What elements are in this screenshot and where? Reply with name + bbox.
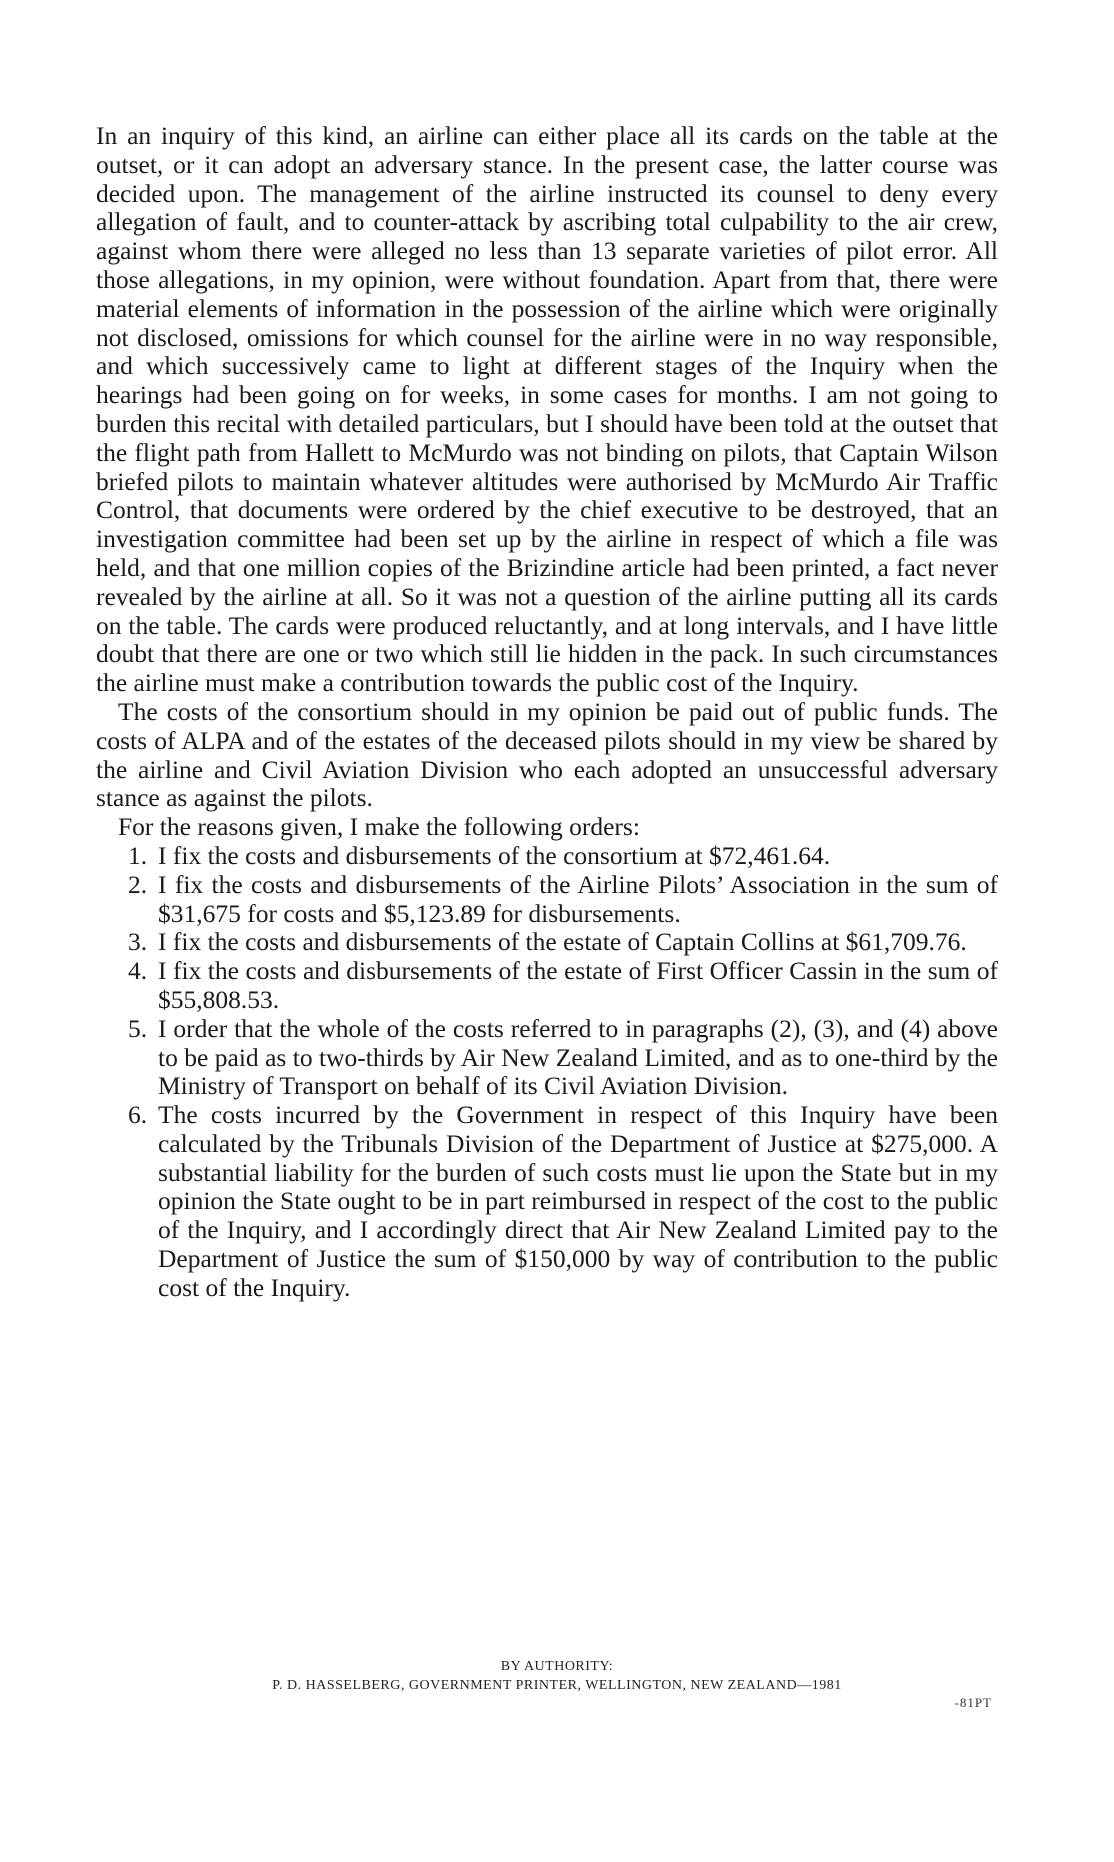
order-number: 1. [128,840,148,870]
order-item [96,842,998,871]
order-number: 3. [128,927,148,957]
order-number: 6. [128,1100,148,1130]
order-text: I fix the costs and disbursements of the consortium at $72,461.64. [158,840,831,870]
order-text: I fix the costs and disbursements of the Airline Pilots’ Association in the sum of $31,675 for costs and $5,123.89 for disbursements. [158,869,998,928]
order-number: 5. [128,1013,148,1043]
order-item [96,871,998,929]
order-text: I order that the whole of the costs referred to in paragraphs (2), (3), and (4) above to be paid as to two-thirds by Air New Zealand Limited, and as to one-third by the Ministry of Transport on behalf of its Civil Aviation Division. [158,1013,998,1101]
order-text: I fix the costs and disbursements of the estate of Captain Collins at $61,709.76. [158,927,967,957]
order-text: I fix the costs and disbursements of the estate of First Officer Cassin in the sum of $55,808.53. [158,956,998,1014]
order-item [96,1015,998,1101]
orders-list [96,842,998,1303]
order-number: 4. [128,956,148,986]
print-code: -81PT [954,1695,992,1710]
printer-line: P. D. HASSELBERG, GOVERNMENT PRINTER, WELLINGTON, NEW ZEALAND—1981 [272,1678,842,1693]
paragraph-consortium-costs: The costs of the consortium should in my opinion be paid out of public funds. The costs of ALPA and of the estates of the deceased pilots should in my view be shared by the airline and Civil Aviation Division who each adopted an unsuccessful adversary stance as against the pilots. [96,696,998,813]
printer-footer [0,1657,1114,1695]
paragraph-orders-intro: For the reasons given, I make the following orders: [118,812,640,842]
order-item [96,928,998,957]
document-body [96,122,998,1303]
authority-line: BY AUTHORITY: [500,1659,614,1674]
order-text: The costs incurred by the Government in respect of this Inquiry have been calculated by the Tribunals Division of the Department of Justice at $275,000. A substantial liability for the burden of such costs must lie upon the State but in my opinion the State ought to be in part reimbursed in respect of the cost to the public of the Inquiry, and I accordingly direct that Air New Zealand Limited pay to the Department of Justice the sum of $150,000 by way of contribution to the public cost of the Inquiry. [158,1100,998,1302]
order-number: 2. [128,869,148,899]
paragraph-adversary-stance: In an inquiry of this kind, an airline can either place all its cards on the table at the outset, or it can adopt an adversary stance. In the present case, the latter course was decided upon. The management of the airline instructed its counsel to deny every allegation of fault, and to counter-attack by ascribing total culpability to the air crew, against whom there were alleged no less than 13 separate varieties of pilot error. All those allegations, in my opinion, were without foundation. Apart from that, there were material elements of information in the possession of the airline which were originally not disclosed, omissions for which counsel for the airline were in no way responsible, and which successively came to light at different stages of the Inquiry when the hearings had been going on for weeks, in some cases for months. I am not going to burden this recital with detailed particulars, but I should have been told at the outset that the flight path from Hallett to McMurdo was not binding on pilots, that Captain Wilson briefed pilots to maintain whatever altitudes were authorised by McMurdo Air Traffic Control, that documents were ordered by the chief executive to be destroyed, that an investigation committee had been set up by the airline in respect of which a file was held, and that one million copies of the Brizindine article had been printed, a fact never revealed by the airline at all. So it was not a question of the airline putting all its cards on the table. The cards were produced reluctantly, and at long intervals, and I have little doubt that there are one or two which still lie hidden in the pack. In such circumstances the airline must make a contribution towards the public cost of the Inquiry. [96,121,998,698]
order-item [96,1101,998,1303]
order-item [96,957,998,1015]
